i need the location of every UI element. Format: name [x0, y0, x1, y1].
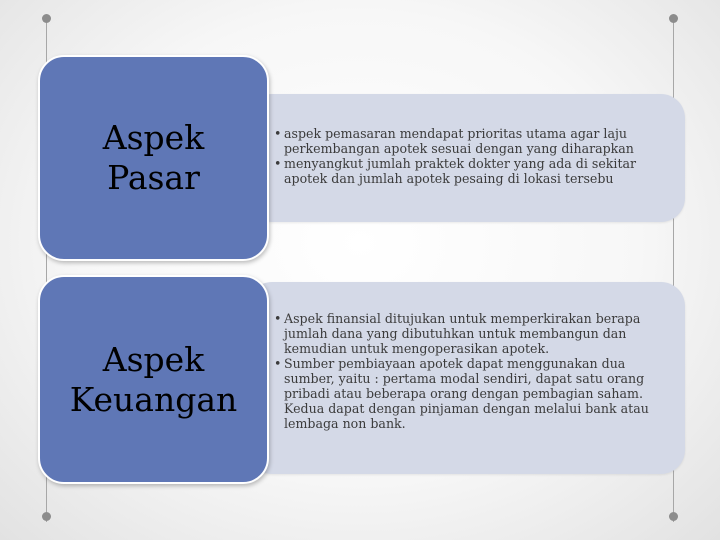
frame-dot-bottom-left	[42, 512, 51, 521]
bullet-item: • Sumber pembiayaan apotek dapat menggunakan dua sumber, yaitu : pertama modal sendiri, dapat satu orang pribadi atau beberapa orang dengan pembagian saham. Kedua dapat dengan pinjaman dengan melalui bank atau lembaga non bank.	[272, 356, 668, 431]
frame-dot-top-right	[669, 14, 678, 23]
tile-aspek-keuangan	[38, 275, 269, 484]
tile-title-keuangan	[70, 340, 238, 420]
frame-dot-bottom-right	[669, 512, 678, 521]
bullet-item: • Aspek finansial ditujukan untuk memperkirakan berapa jumlah dana yang dibutuhkan untuk membangun dan kemudian untuk mengoperasikan apotek.	[272, 311, 668, 356]
tile-title-pasar	[103, 118, 204, 198]
bullet-item: • aspek pemasaran mendapat prioritas utama agar laju perkembangan apotek sesuai dengan yang diharapkan	[272, 126, 668, 156]
tile-aspek-pasar	[38, 55, 269, 261]
tile-title-line: Aspek	[102, 339, 205, 379]
bullet-list-keuangan	[272, 311, 668, 431]
bullet-item: • menyangkut jumlah praktek dokter yang ada di sekitar apotek dan jumlah apotek pesaing di lokasi tersebu	[272, 156, 668, 186]
bullet-list-pasar	[272, 126, 668, 186]
frame-dot-top-left	[42, 14, 51, 23]
tile-title-line: Aspek	[102, 118, 205, 157]
tile-title-line: Pasar	[107, 158, 200, 197]
detail-panel-keuangan	[248, 282, 685, 474]
tile-title-line: Keuangan	[69, 379, 238, 419]
detail-panel-pasar	[248, 94, 685, 222]
